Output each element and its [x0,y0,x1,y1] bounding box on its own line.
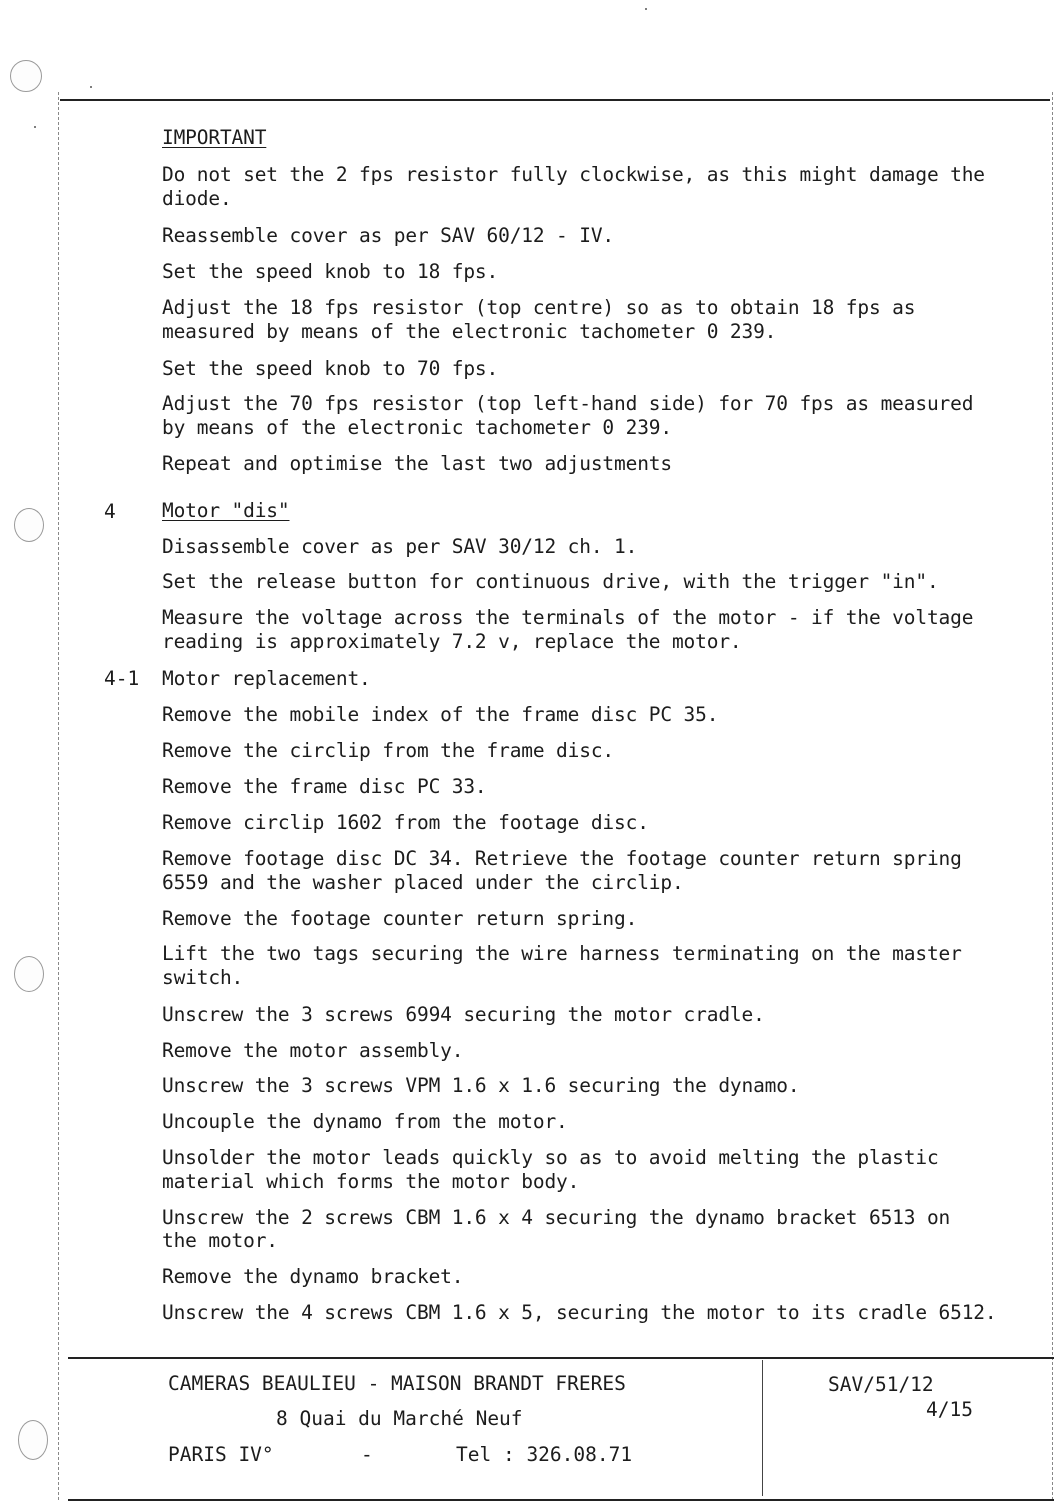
punch-hole-upper [14,508,44,542]
footer-company: CAMERAS BEAULIEU - MAISON BRANDT FRERES [168,1372,626,1395]
speck [90,86,92,88]
paragraph-line: measured by means of the electronic tachometer 0 239. [162,320,777,343]
right-margin-line [1052,92,1054,1500]
paragraph-line: Remove the circlip from the frame disc. [162,739,615,762]
top-rule [60,99,1050,101]
paragraph-line: Unsolder the motor leads quickly so as to avoid melting the plastic [162,1146,939,1169]
important-heading: IMPORTANT [162,126,267,149]
paragraph-line: Set the speed knob to 70 fps. [162,357,499,380]
paragraph-line: Set the release button for continuous drive, with the trigger "in". [162,570,939,593]
paragraph-line: Repeat and optimise the last two adjustments [162,452,672,475]
paragraph-line: Adjust the 70 fps resistor (top left-hand side) for 70 fps as measured [162,392,974,415]
paragraph-line: Disassemble cover as per SAV 30/12 ch. 1. [162,535,638,558]
paragraph-line: Unscrew the 3 screws 6994 securing the motor cradle. [162,1003,765,1026]
footer-divider [762,1360,763,1496]
punch-hole-bottom [18,1420,48,1460]
paragraph-line: Lift the two tags securing the wire harness terminating on the master [162,942,962,965]
paragraph-line: Remove the mobile index of the frame disc PC 35. [162,703,719,726]
paragraph-line: Reassemble cover as per SAV 60/12 - IV. [162,224,615,247]
paragraph-line: Remove circlip 1602 from the footage disc. [162,811,649,834]
footer-page-number: 4/15 [926,1398,973,1421]
section-title: Motor replacement. [162,667,371,690]
important-text-line: diode. [162,187,232,210]
paragraph-line: the motor. [162,1229,278,1252]
paragraph-line: Remove the footage counter return spring. [162,907,638,930]
left-margin-line [58,92,60,1500]
footer-address: 8 Quai du Marché Neuf [276,1407,523,1430]
paragraph-line: reading is approximately 7.2 v, replace the motor. [162,630,742,653]
paragraph-line: switch. [162,966,244,989]
speck [34,126,36,128]
paragraph-line: Set the speed knob to 18 fps. [162,260,499,283]
paragraph-line: Measure the voltage across the terminals of the motor - if the voltage [162,606,974,629]
section-number: 4 [104,500,116,523]
paragraph-line: Remove the frame disc PC 33. [162,775,487,798]
paragraph-line: Unscrew the 3 screws VPM 1.6 x 1.6 securing the dynamo. [162,1074,800,1097]
paragraph-line: by means of the electronic tachometer 0 239. [162,416,672,439]
footer-separator: - [361,1443,373,1466]
paragraph-line: Adjust the 18 fps resistor (top centre) so as to obtain 18 fps as [162,296,916,319]
footer-city: PARIS IV° [168,1443,274,1466]
paragraph-line: Remove footage disc DC 34. Retrieve the footage counter return spring [162,847,962,870]
speck [645,8,647,10]
paragraph-line: Remove the motor assembly. [162,1039,464,1062]
paragraph-line: Uncouple the dynamo from the motor. [162,1110,568,1133]
paragraph-line: Unscrew the 2 screws CBM 1.6 x 4 securing the dynamo bracket 6513 on [162,1206,951,1229]
section-number: 4-1 [104,667,140,690]
paragraph-line: Unscrew the 4 screws CBM 1.6 x 5, securing the motor to its cradle 6512. [162,1301,997,1324]
important-text-line: Do not set the 2 fps resistor fully clockwise, as this might damage the [162,163,985,186]
punch-hole-top [10,60,42,92]
section-title: Motor "dis" [162,499,290,522]
paragraph-line: material which forms the motor body. [162,1170,580,1193]
paragraph-line: 6559 and the washer placed under the circlip. [162,871,684,894]
paragraph-line: Remove the dynamo bracket. [162,1265,464,1288]
punch-hole-lower [14,956,44,992]
footer-phone: Tel : 326.08.71 [456,1443,633,1466]
footer-doc-ref: SAV/51/12 [828,1373,934,1396]
